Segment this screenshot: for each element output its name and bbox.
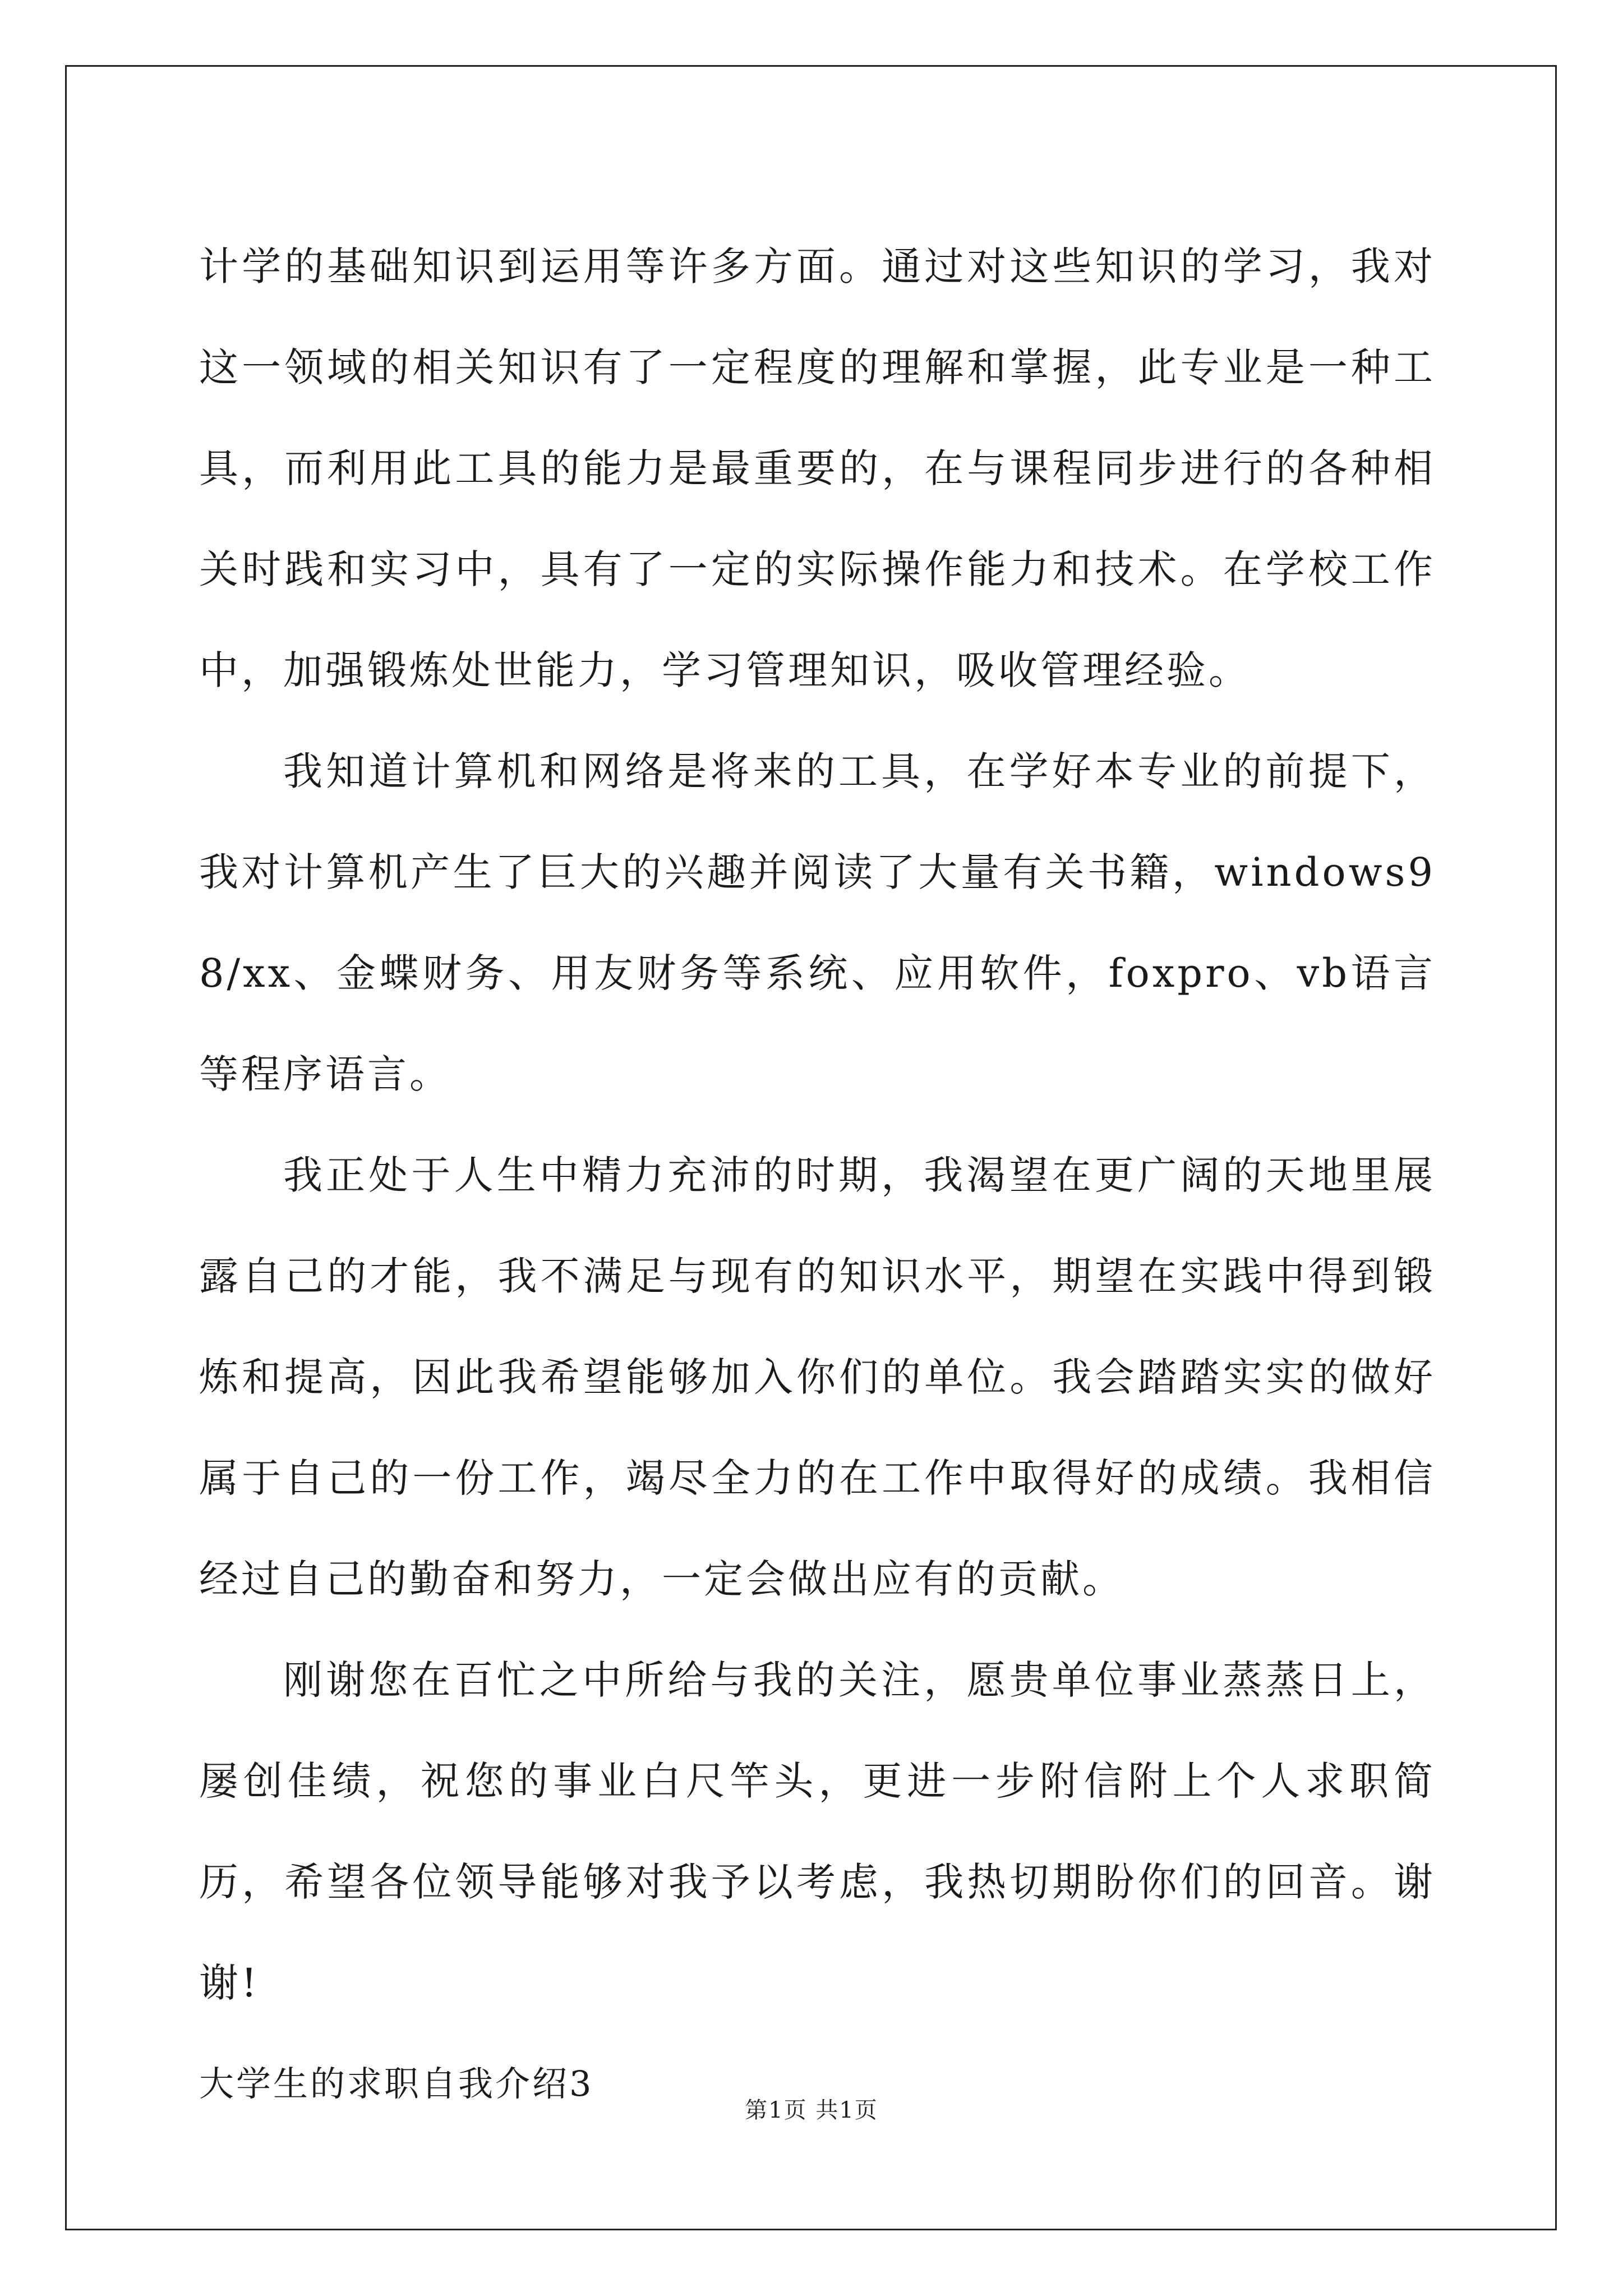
paragraph-3: 我正处于人生中精力充沛的时期，我渴望在更广阔的天地里展露自己的才能，我不满足与现有的知识水平，期望在实践中得到锻炼和提高，因此我希望能够加入你们的单位。我会踏踏实实的做好属于自己的一份工作，竭尽全力的在工作中取得好的成绩。我相信经过自己的勤奋和努力，一定会做出应有的贡献。 [199,1152,1436,1602]
paragraph-2: 我知道计算机和网络是将来的工具，在学好本专业的前提下，我对计算机产生了巨大的兴趣并阅读了大量有关书籍，windows98/xx、金蝶财务、用友财务等系统、应用软件，foxpro、vb语言等程序语言。 [199,748,1436,1097]
paragraph-4: 刚谢您在百忙之中所给与我的关注，愿贵单位事业蒸蒸日上，屡创佳绩，祝您的事业白尺竿头，更进一步附信附上个人求职简历，希望各位领导能够对我予以考虑，我热切期盼你们的回音。谢谢! [199,1657,1436,2006]
document-body [199,216,1436,2134]
section-heading: 大学生的求职自我介绍3 [199,2063,594,2104]
page-footer: 第1页 共1页 [745,2097,878,2123]
paragraph-1: 计学的基础知识到运用等许多方面。通过对这些知识的学习，我对这一领域的相关知识有了一定程度的理解和掌握，此专业是一种工具，而利用此工具的能力是最重要的，在与课程同步进行的各种相关时践和实习中，具有了一定的实际操作能力和技术。在学校工作中，加强锻炼处世能力，学习管理知识，吸收管理经验。 [199,243,1436,693]
